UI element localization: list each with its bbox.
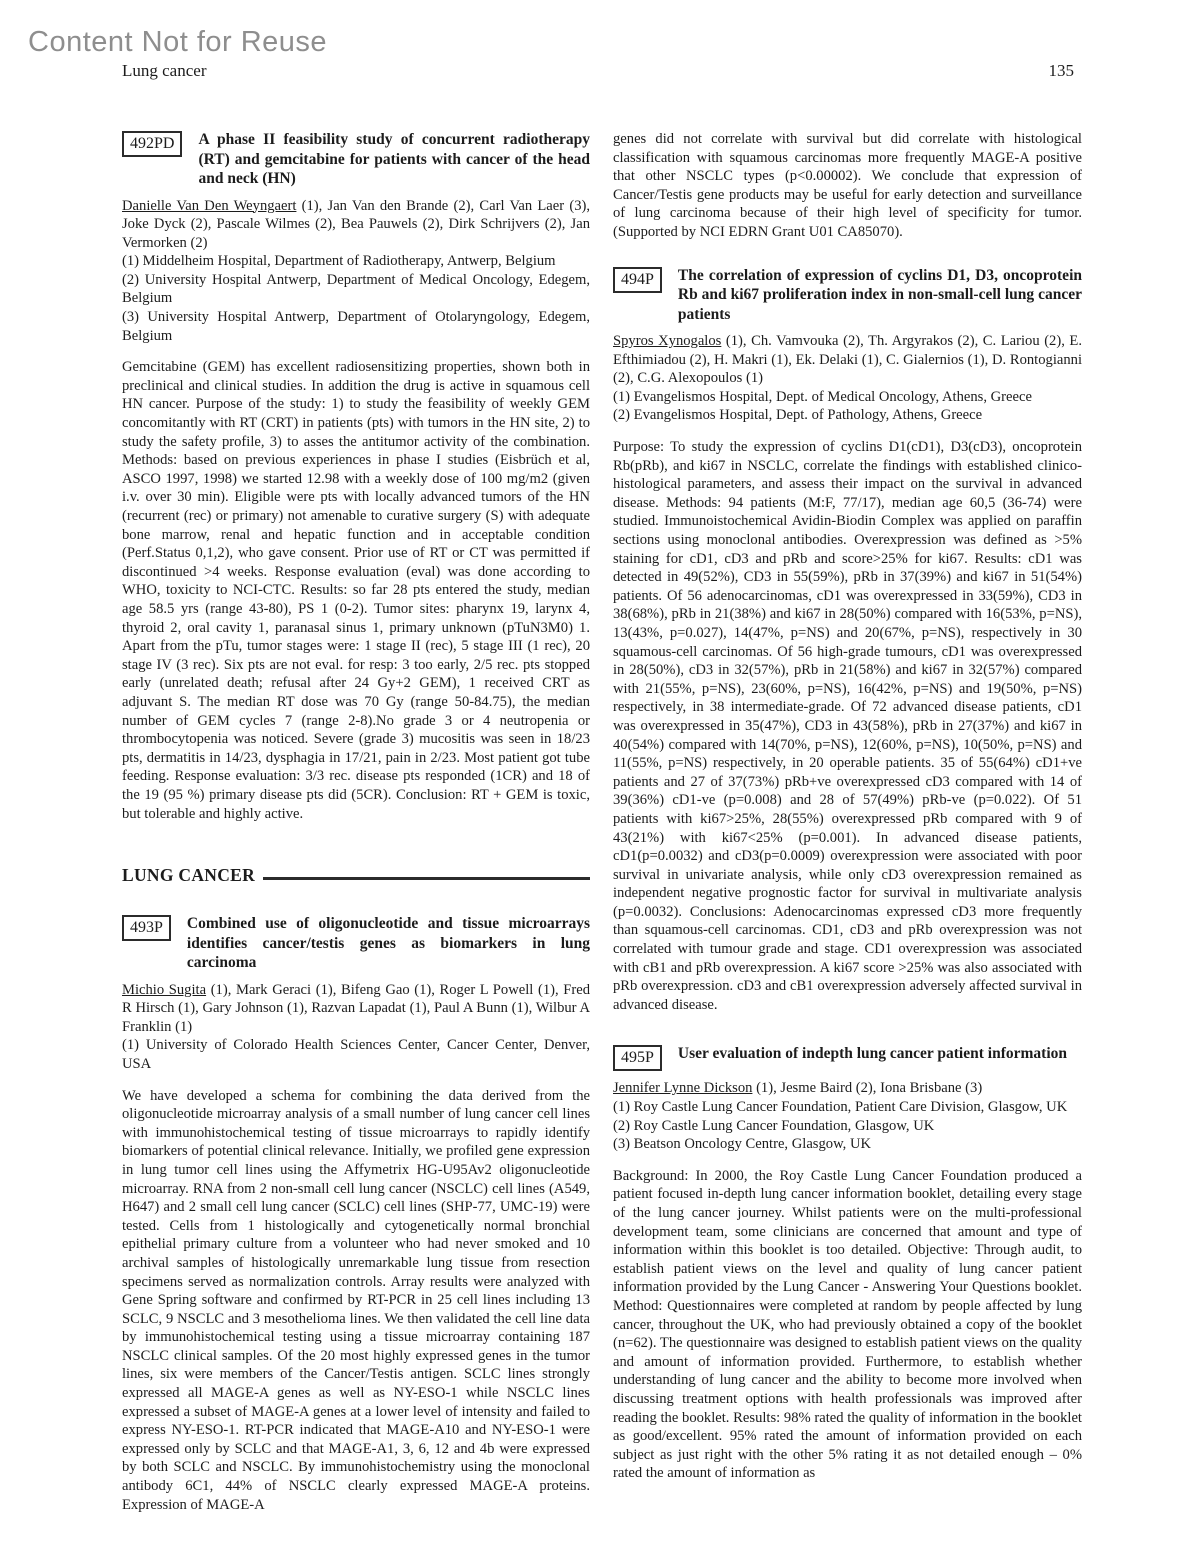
running-head: [122, 61, 1074, 81]
lead-author: Danielle Van Den Weyngaert: [122, 197, 297, 214]
lead-author: Michio Sugita: [122, 981, 207, 998]
affiliation: (1) Evangelismos Hospital, Dept. of Medical Oncology, Athens, Greece: [613, 388, 1032, 405]
section-header: [122, 865, 590, 886]
abstract-495-header: [613, 1044, 1082, 1071]
abstract-title: User evaluation of indepth lung cancer patient information: [677, 1045, 1067, 1063]
affiliation: (2) University Hospital Antwerp, Department of Medical Oncology, Edegem, Belgium: [122, 271, 590, 307]
abstract-body: We have developed a schema for combining the data derived from the oligonucleotide microarray analysis of a small number of lung cancer cell lines with immunohistochemical testing of tissue microarrays to rapidly identify biomarkers of potential clinical relevance. Initially, we profiled gene expression in lung tumor cell lines using the Affymetrix HG-U95Av2 oligonucleotide microarray. RNA from 2 non-small cell lung cancer (NSCLC) cell lines (A549, H647) and 2 small cell lung cancer (SCLC) cell lines (SHP-77, UMC-19) were tested. Cells from 1 histologically and cytogenetically normal bronchial epithelial primary culture from a volunteer who had never smoked and 10 archival samples of histologically unremarkable lung tissue from resection specimens served as normalization controls. Array results were analyzed with Gene Spring software and confirmed by RT-PCR in 25 cell lines including 13 SCLC, 9 NSCLC and 3 mesothelioma lines. We then validated the cell line data by immunohistochemical testing using a tissue microarray containing 187 NSCLC clinical samples. Of the 20 most highly expressed genes in the tumor lines, six were members of the Cancer/Testis antigen. SCLC lines strongly expressed all MAGE-A genes as well as NY-ESO-1 while NSCLC lines expressed a subset of MAGE-A genes at a lower level of intensity and failed to express NY-ESO-1. RT-PCR indicated that MAGE-A10 and NY-ESO-1 were expressed only by SCLC and that MAGE-A1, 3, 6, 12 and 4b were expressed by both SCLC and NSCLC. By immunohistochemistry using the monoclonal antibody 6C1, 44% of NSCLC clearly expressed MAGE-A proteins. Expression of MAGE-A: [122, 1087, 590, 1513]
affiliation: (1) Roy Castle Lung Cancer Foundation, Patient Care Division, Glasgow, UK: [613, 1099, 1068, 1116]
abstract-494-header: [613, 266, 1082, 325]
abstract-body: Purpose: To study the expression of cyclins D1(cD1), D3(cD3), oncoprotein Rb(pRb), and ki67 in NSCLC, correlate the findings with established clinico-histological parameters, and assess their impact on the survival in advanced disease. Methods: 94 patients (M:F, 77/17), median age 60,5 (36-74) were studied. Immunoistochemical Avidin-Biodin Complex was applied on paraffin sections using monoclonal antibodies. Overexpression was defined as >5% staining for cD1, cD3 and pRb and score>25% for ki67. Results: cD1 was detected in 49(52%), CD3 in 55(59%), pRb in 37(39%) and ki67 in 51(54%) patients. Of 56 adenocarcinomas, cD1 was overexpressed in 33(59%), CD3 in 38(68%), pRb in 21(38%) and ki67 in 28(50%) compared with 16(53%, p=NS), 13(43%, p=0.027), 14(47%, p=NS) and 20(67%, p=NS), respectively in 30 squamous-cell carcinomas. Of 56 high-grade tumours, cD1 was overexpressed in 28(50%), cD3 in 32(57%), pRb in 21(58%) and ki67 in 32(57%) compared with 21(55%, p=NS), 23(60%, p=NS), 16(42%, p=NS) and 19(50%, p=NS) respectively, in 38 intermediate-grade. Of 72 advanced disease patients, cD1 was overexpressed in 35(47%), CD3 in 43(58%), pRb in 27(37%) and ki67 in 40(54%) compared with 14(70%, p=NS), 12(60%, p=NS), 10(50%, p=NS) and 11(55%, p=NS) respectively, in 20 operable patients. 35 of 55(64%) cD1+ve patients and 27 of 37(73%) pRb+ve overexpressed cD3 compared with 14 of 39(36%) cD1-ve (p=0.008) and 28 of 57(49%) pRb-ve (p=0.022). Of 51 patients with ki67>25%, 28(55%) overexpressed pRb compared with 9 of 43(21%) with ki67<25% (p=0.001). In advanced disease patients, cD1(p=0.0032) and cD3(p=0.0009) overexpression were associated with poor survival in univariate analysis, while only cD3 overexpression remained as independent negative prognostic factor for survival in multivariate analysis (p=0.0032). Conclusions: Adenocarcinomas expressed cD3 more frequently than squamous-cell carcinomas. CD1, cD3 and pRb overexpression was not correlated with tumour grade and stage. CD1 overexpression was associated with cB1 and pRb overexpression. A ki67 score >25% was also associated with pRb overexpression. cD3 and cB1 overexpression adversely affected survival in advanced disease.: [613, 439, 1082, 1013]
affiliation: (1) Middelheim Hospital, Department of Radiotherapy, Antwerp, Belgium: [122, 253, 556, 270]
abstract-493-continuation: genes did not correlate with survival but did correlate with histological classification with squamous carcinomas more frequently MAGE-A positive that other NSCLC types (p<0.00002). We conclude that expression of Cancer/Testis gene products may be useful for early detection and surveillance of lung carcinoma because of their high level of specificity for tumor. (Supported by NCI EDRN Grant U01 CA85070).: [613, 131, 1082, 240]
abstract-body: Gemcitabine (GEM) has excellent radiosensitizing properties, shown both in preclinical and clinical studies. In addition the drug is active in squamous cell HN cancer. Purpose of the study: 1) to study the feasibility of weekly GEM concomitantly with RT (CRT) in patients (pts) with tumors in the HN site, 2) to study the safety profile, 3) to asses the antitumor activity of the combination. Methods: based on previous experiences in phase I studies (Eisbrüch et al, ASCO 1997, 1998) we started 12.98 with a weekly dose of 100 mg/m2 (given i.v. over 30 min). Eligible were pts with locally advanced tumors of the HN (recurrent (rec) or primary) not amenable to curative surgery (S) with adequate bone marrow, renal and hepatic function and in acceptable condition (Perf.Status 0,1,2), who gave consent. Prior use of RT or CT was permitted if discontinued >4 weeks. Response evaluation (eval) was done according to WHO, toxicity to NCI-CTC. Results: so far 28 pts entered the study, median age 58.5 yrs (range 43-80), PS 1 (0-2). Tumor sites: pharynx 19, larynx 4, thyroid 2, oral cavity 1, paranasal sinus 1, primary unknown (pTuN3M0) 1. Apart from the pTu, tumor stages were: 1 stage II (rec), 5 stage III (1 rec), 20 stage IV (3 rec). Six pts are not eval. for resp: 3 too early, 2/5 rec. pts stopped early (unrelated death; refusal after 24 Gy+2 GEM), 1 received CRT as adjuvant S. The median RT dose was 70 Gy (range 50-84.75), the median number of GEM cycles 7 (range 2-8).No grade 3 or 4 neutropenia or thrombocytopenia was noticed. Severe (grade 3) mucositis was seen in 18/23 pts, dermatitis in 14/23, dysphagia in 17/21, pain in 2/23. Most patient got tube feeding. Response evaluation: 3/3 rec. disease pts responded (1CR) and 18 of the 19 (95 %) primary disease pts did (5CR). Conclusion: RT + GEM is toxic, but tolerable and highly active.: [122, 359, 590, 822]
lead-author: Spyros Xynogalos: [613, 333, 722, 350]
abstract-number-badge: 495P: [613, 1045, 662, 1071]
abstract-title: Combined use of oligonucleotide and tissue microarrays identifies cancer/testis genes as biomarkers in lung carcinoma: [186, 915, 590, 972]
abstract-number-badge: 492PD: [122, 131, 182, 157]
affiliation: (2) Evangelismos Hospital, Dept. of Pathology, Athens, Greece: [613, 407, 983, 424]
coauthors: (1), Mark Geraci (1), Bifeng Gao (1), Roger L Powell (1), Fred R Hirsch (1), Gary Johnson (1), Razvan Lapadat (1), Paul A Bunn (1), Wilbur A Franklin (1): [122, 981, 590, 1035]
affiliation: (3) Beatson Oncology Centre, Glasgow, UK: [613, 1136, 872, 1153]
coauthors: (1), Jan Van den Brande (2), Carl Van Laer (3), Joke Dyck (2), Pascale Wilmes (2), Bea Pauwels (2), Dirk Schrijvers (2), Jan Vermorken (2): [122, 197, 590, 251]
left-column: [122, 130, 590, 1514]
abstract-number-badge: 494P: [613, 267, 662, 293]
author-list: [122, 981, 590, 1037]
abstract-body: Background: In 2000, the Roy Castle Lung Cancer Foundation produced a patient focused in-depth lung cancer information booklet, detailing every stage of the lung cancer journey. Whilst patients were on the multi-professional development team, some clinicians are concerned that amount and type of information within this booklet is too detailed. Objective: Through audit, to establish patient views on the level and quality of lung cancer patient information provided by the Lung Cancer - Answering Your Questions booklet. Method: Questionnaires were completed at random by people affected by lung cancer, throughout the UK, who had previously obtained a copy of the booklet (n=62). The questionnaire was designed to establish patient views on the quality and amount of information provided. Furthermore, to establish whether understanding of lung cancer and the ability to become more involved when discussing treatment options with health professionals was improved after reading the booklet. Results: 98% rated the quality of information in the booklet as good/excellent. 95% rated the amount of information provided on each subject as just right with the other 5% rating it as not detailed enough – 0% rated the amount of information as: [613, 1167, 1082, 1482]
right-column: [613, 130, 1082, 1483]
coauthors: (1), Jesme Baird (2), Iona Brisbane (3): [752, 1080, 983, 1097]
affiliation: (2) Roy Castle Lung Cancer Foundation, Glasgow, UK: [613, 1117, 935, 1134]
coauthors: (1), Ch. Vamvouka (2), Th. Argyrakos (2), C. Lariou (2), E. Efthimiadou (2), H. Makri (1), Ek. Delaki (1), C. Gialernios (1), D. Rontogianni (2), C.G. Alexopoulos (1): [613, 333, 1082, 387]
section-rule: [263, 877, 590, 880]
abstract-title: A phase II feasibility study of concurrent radiotherapy (RT) and gemcitabine for patients with cancer of the head and neck (HN): [198, 131, 590, 187]
abstract-number-badge: 493P: [122, 915, 171, 941]
watermark: Content Not for Reuse: [28, 26, 328, 58]
author-list: [613, 332, 1082, 388]
lead-author: Jennifer Lynne Dickson: [613, 1080, 753, 1097]
running-title: Lung cancer: [122, 61, 207, 80]
author-list: [613, 1079, 1082, 1098]
affiliation: (1) University of Colorado Health Sciences Center, Cancer Center, Denver, USA: [122, 1037, 590, 1072]
affiliation: (3) University Hospital Antwerp, Department of Otolaryngology, Edegem, Belgium: [122, 309, 590, 344]
abstract-493-header: [122, 914, 590, 973]
page-number: 135: [1048, 61, 1074, 80]
author-list: [122, 197, 590, 253]
section-title: LUNG CANCER: [122, 865, 256, 886]
abstract-title: The correlation of expression of cyclins D1, D3, oncoprotein Rb and ki67 proliferation index in non-small-cell lung cancer patients: [677, 266, 1082, 323]
abstract-492-header: [122, 130, 590, 189]
